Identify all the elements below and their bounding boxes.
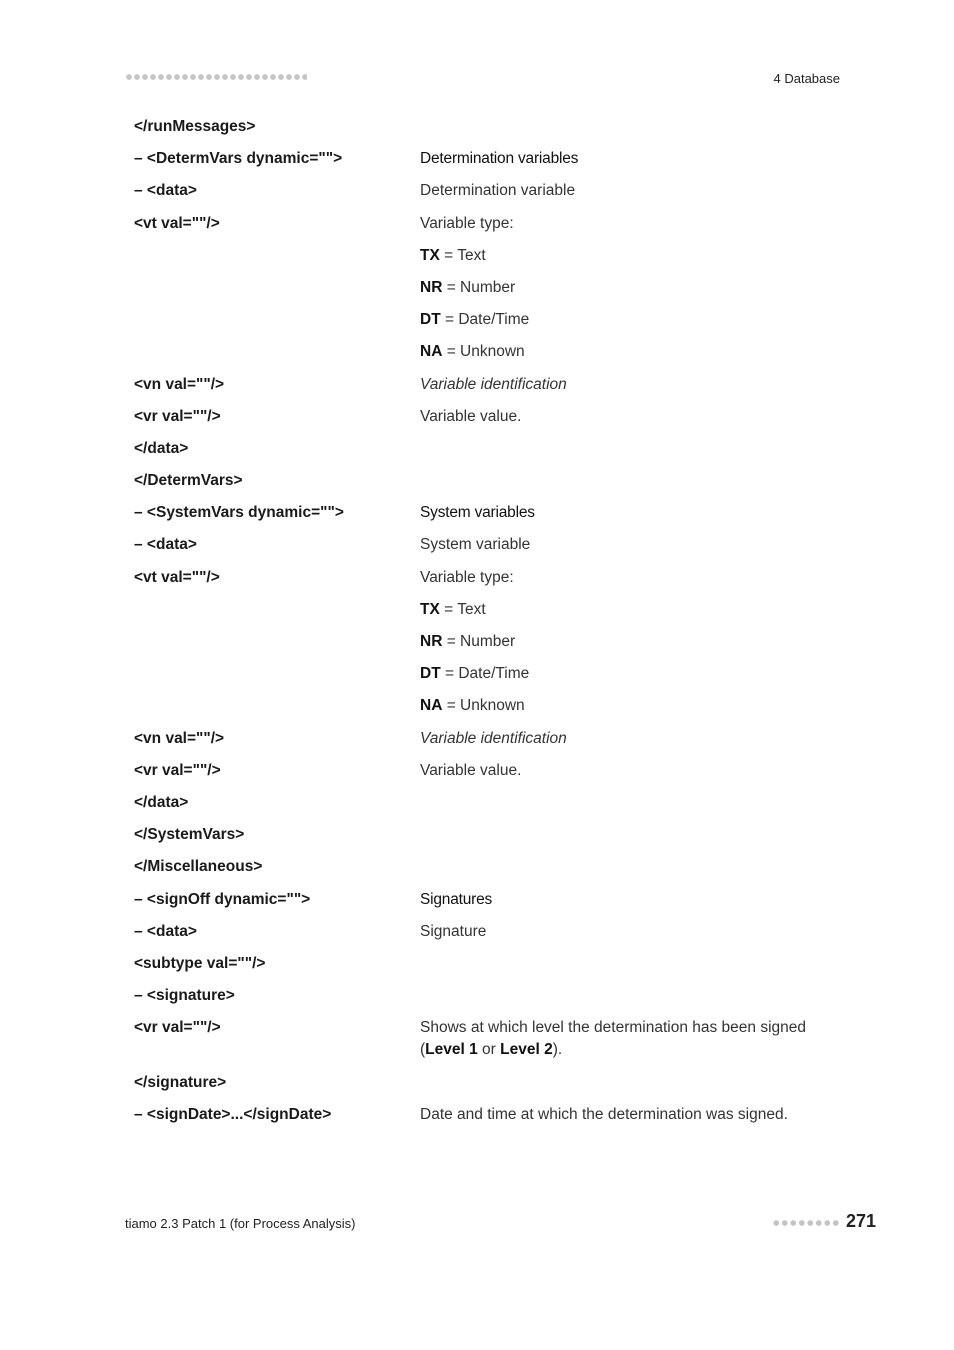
type-meaning: = Number (442, 278, 516, 296)
description-line-2 (420, 1039, 854, 1061)
description-text: Signatures (420, 890, 493, 908)
type-code: DT (420, 665, 441, 683)
table-row (134, 470, 854, 502)
table-row (134, 856, 854, 888)
tag-description (420, 695, 854, 717)
xml-tag: – <SystemVars dynamic=""> (134, 504, 344, 522)
description-text: Date and time at which the determination was signed. (420, 1106, 788, 1124)
tag-description (420, 728, 854, 750)
xml-tag: <vr val=""/> (134, 1019, 221, 1037)
type-meaning: = Unknown (442, 697, 525, 715)
table-row (134, 341, 854, 373)
table-row (134, 374, 854, 406)
table-row (134, 438, 854, 470)
table-row (134, 180, 854, 212)
tag-description (420, 502, 854, 524)
table-row (134, 309, 854, 341)
type-code: NR (420, 633, 443, 650)
xml-tag: </data> (134, 439, 189, 457)
xml-tag: <vn val=""/> (134, 375, 225, 393)
xml-tag: – <signDate>...</signDate> (134, 1106, 332, 1124)
table-row (134, 889, 854, 921)
tag-description (420, 341, 854, 363)
description-text: Signature (420, 922, 487, 940)
table-row (134, 116, 854, 148)
type-meaning: = Unknown (442, 343, 525, 361)
table-row (134, 213, 854, 245)
tag-description (420, 374, 854, 396)
description-text: System variables (420, 504, 535, 522)
level-label: Level 2 (500, 1041, 553, 1059)
description-text: Determination variables (420, 150, 579, 168)
xml-tag: <subtype val=""/> (134, 954, 266, 972)
table-row (134, 277, 854, 309)
type-code: NA (420, 697, 443, 715)
description-text: Variable value. (420, 407, 522, 425)
xml-tag: <vn val=""/> (134, 729, 225, 747)
footer-product: tiamo 2.3 Patch 1 (for Process Analysis) (125, 1216, 356, 1231)
tag-description (420, 889, 854, 911)
description-fragment: or (477, 1041, 501, 1059)
type-code: TX (420, 600, 440, 618)
type-meaning: = Text (439, 246, 486, 264)
tag-description (420, 245, 854, 267)
description-text: Variable value. (420, 761, 522, 779)
xml-tag: </signature> (134, 1074, 227, 1092)
page-number: 271 (846, 1211, 877, 1231)
tag-description (420, 599, 854, 621)
type-meaning: = Text (439, 600, 486, 618)
type-code: NR (420, 278, 443, 296)
tag-description (420, 631, 854, 653)
table-row (134, 760, 854, 792)
description-text: Variable type: (420, 568, 514, 586)
type-meaning: = Date/Time (440, 311, 530, 329)
table-row (134, 663, 854, 695)
xml-tag: <vr val=""/> (134, 761, 221, 779)
table-row (134, 728, 854, 760)
description-text: Variable identification (420, 375, 567, 393)
tag-description (420, 213, 854, 235)
xml-tag: <vt val=""/> (134, 214, 220, 232)
type-code: DT (420, 311, 441, 329)
type-meaning: = Date/Time (440, 665, 530, 683)
description-text: Variable identification (420, 729, 567, 747)
table-row (134, 599, 854, 631)
xml-tag: – <signOff dynamic=""> (134, 890, 311, 908)
xml-tag: </DetermVars> (134, 472, 243, 490)
tag-description (420, 921, 854, 943)
tag-description (420, 567, 854, 589)
xml-tag: – <data> (134, 536, 197, 554)
type-meaning: = Number (442, 633, 516, 650)
xml-tag: – <DetermVars dynamic=""> (134, 150, 343, 168)
table-row (134, 631, 854, 663)
tag-description (420, 1104, 854, 1126)
table-row (134, 567, 854, 599)
description-text: Determination variable (420, 182, 576, 200)
xml-tag: </SystemVars> (134, 826, 245, 844)
table-row (134, 502, 854, 534)
tag-description (420, 534, 854, 556)
table-row (134, 1072, 854, 1104)
table-row (134, 406, 854, 438)
xml-tag: – <data> (134, 182, 197, 200)
tag-description (420, 180, 854, 202)
xml-tag: <vt val=""/> (134, 568, 220, 586)
table-row (134, 534, 854, 566)
table-row (134, 985, 854, 1017)
table-row (134, 148, 854, 180)
xml-tag: – <data> (134, 922, 197, 940)
description-fragment: ). (552, 1041, 563, 1059)
tag-description (420, 406, 854, 428)
type-code: TX (420, 246, 440, 264)
table-row (134, 695, 854, 727)
level-label: Level 1 (425, 1041, 478, 1059)
table-row (134, 1017, 854, 1072)
description-text: Variable type: (420, 214, 514, 232)
xml-tag: </Miscellaneous> (134, 858, 263, 876)
footer-decoration (772, 1219, 840, 1227)
xml-tag: – <signature> (134, 987, 235, 1005)
xml-tag: </runMessages> (134, 118, 256, 135)
table-row (134, 245, 854, 277)
tag-description (420, 148, 854, 170)
description-text: Shows at which level the determination has been signed (420, 1019, 807, 1037)
header-decoration (125, 73, 307, 81)
tag-description (420, 277, 854, 299)
table-row (134, 921, 854, 953)
table-row (134, 824, 854, 856)
tag-description (420, 309, 854, 331)
tag-description (420, 663, 854, 685)
tag-description (420, 1017, 854, 1061)
table-row (134, 1104, 854, 1136)
table-row (134, 953, 854, 985)
chapter-header: 4 Database (773, 71, 840, 86)
description-text: System variable (420, 536, 531, 554)
xml-tag: </data> (134, 793, 189, 811)
xml-element-table (134, 116, 854, 1137)
xml-tag: <vr val=""/> (134, 407, 221, 425)
description-fragment: ( (420, 1041, 426, 1059)
table-row (134, 792, 854, 824)
type-code: NA (420, 343, 443, 361)
tag-description (420, 760, 854, 782)
